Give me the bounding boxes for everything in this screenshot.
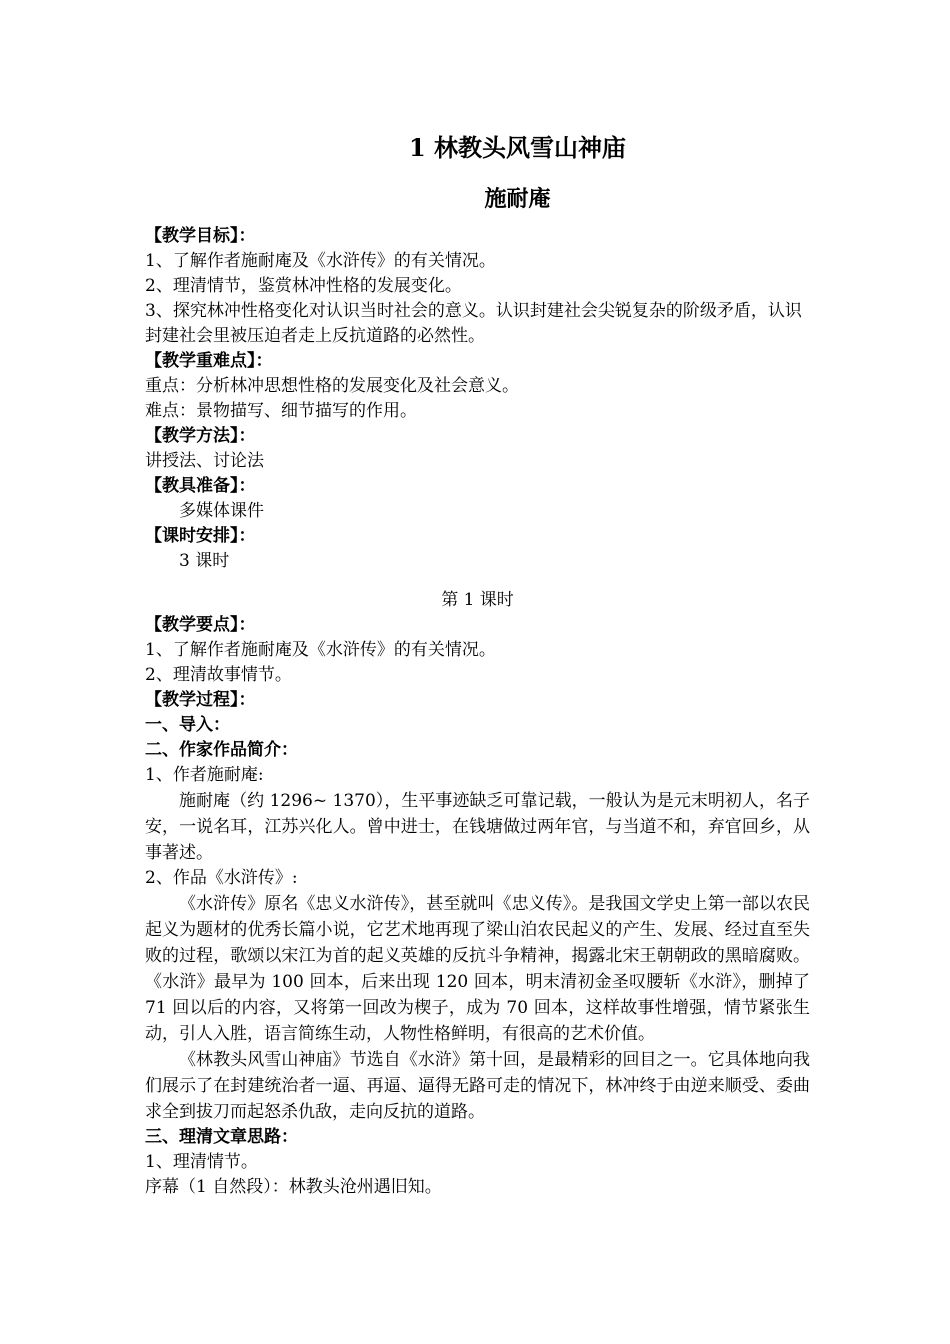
- method-heading: 【教学方法】：: [145, 426, 256, 446]
- key-point-item: 重点：分析林冲思想性格的发展变化及社会意义。: [145, 376, 519, 396]
- step-outline: 三、理清文章思路：: [145, 1127, 298, 1147]
- step-intro: 一、导入：: [145, 715, 230, 735]
- author-paragraph: 施耐庵（约 1296~ 1370），生平事迹缺乏可靠记载，一般认为是元末明初人，名子安，一说名耳，江苏兴化人。曾中进士，在钱塘做过两年官，与当道不和，弃官回乡，从事著述。: [145, 791, 810, 863]
- tools-text: 多媒体课件: [179, 501, 264, 521]
- lesson-point-item: 2、理清故事情节。: [145, 665, 292, 685]
- lesson-point-item: 1、了解作者施耐庵及《水浒传》的有关情况。: [145, 640, 496, 660]
- goal-item: 1、了解作者施耐庵及《水浒传》的有关情况。: [145, 251, 496, 271]
- step-author-work: 二、作家作品简介：: [145, 740, 298, 760]
- schedule-text: 3 课时: [179, 551, 230, 571]
- document-body: [145, 130, 810, 1200]
- goals-heading: 【教学目标】：: [145, 226, 256, 246]
- method-text: 讲授法、讨论法: [145, 451, 264, 471]
- work-paragraph-2: 《林教头风雪山神庙》节选自《水浒》第十回，是最精彩的回目之一。它具体地向我们展示了在封建统治者一逼、再逼、逼得无路可走的情况下，林冲终于由逆来顺受、委曲求全到拔刀而起怒杀仇敌，走向反抗的道路。: [145, 1050, 810, 1122]
- lesson-points-heading: 【教学要点】：: [145, 615, 256, 635]
- prologue-text: 序幕（1 自然段）：林教头沧州遇旧知。: [145, 1177, 442, 1197]
- tools-heading: 【教具准备】：: [145, 476, 256, 496]
- process-heading: 【教学过程】：: [145, 690, 256, 710]
- work-paragraph-1: 《水浒传》原名《忠义水浒传》，甚至就叫《忠义传》。是我国文学史上第一部以农民起义为题材的优秀长篇小说，它艺术地再现了梁山泊农民起义的产生、发展、经过直至失败的过程，歌颂以宋江为首的起义英雄的反抗斗争精神，揭露北宋王朝朝政的黑暗腐败。《水浒》最早为 100 回本，后来出现 120 回本，明末清初金圣叹腰斩《水浒》，删掉了 71 回以后的内容，又将第一回改为楔子，成为 70 回本，这样故事性增强，情节紧张生动，引人入胜，语言简练生动，人物性格鲜明，有很高的艺术价值。: [145, 894, 810, 1044]
- key-points-heading: 【教学重难点】：: [145, 351, 273, 371]
- document-author: 施耐庵: [484, 186, 551, 212]
- plot-subheading: 1、理清情节。: [145, 1152, 258, 1172]
- goal-item: 2、理清情节，鉴赏林冲性格的发展变化。: [145, 276, 462, 296]
- goal-item: 3、探究林冲性格变化对认识当时社会的意义。认识封建社会尖锐复杂的阶级矛盾，认识封建社会里被压迫者走上反抗道路的必然性。: [145, 301, 802, 346]
- work-subheading: 2、作品《水浒传》:: [145, 868, 298, 888]
- document-title: 1 林教头风雪山神庙: [408, 133, 627, 162]
- lesson-title: 第 1 课时: [441, 590, 514, 610]
- schedule-heading: 【课时安排】：: [145, 526, 256, 546]
- key-point-item: 难点：景物描写、细节描写的作用。: [145, 401, 417, 421]
- author-subheading: 1、作者施耐庵:: [145, 765, 264, 785]
